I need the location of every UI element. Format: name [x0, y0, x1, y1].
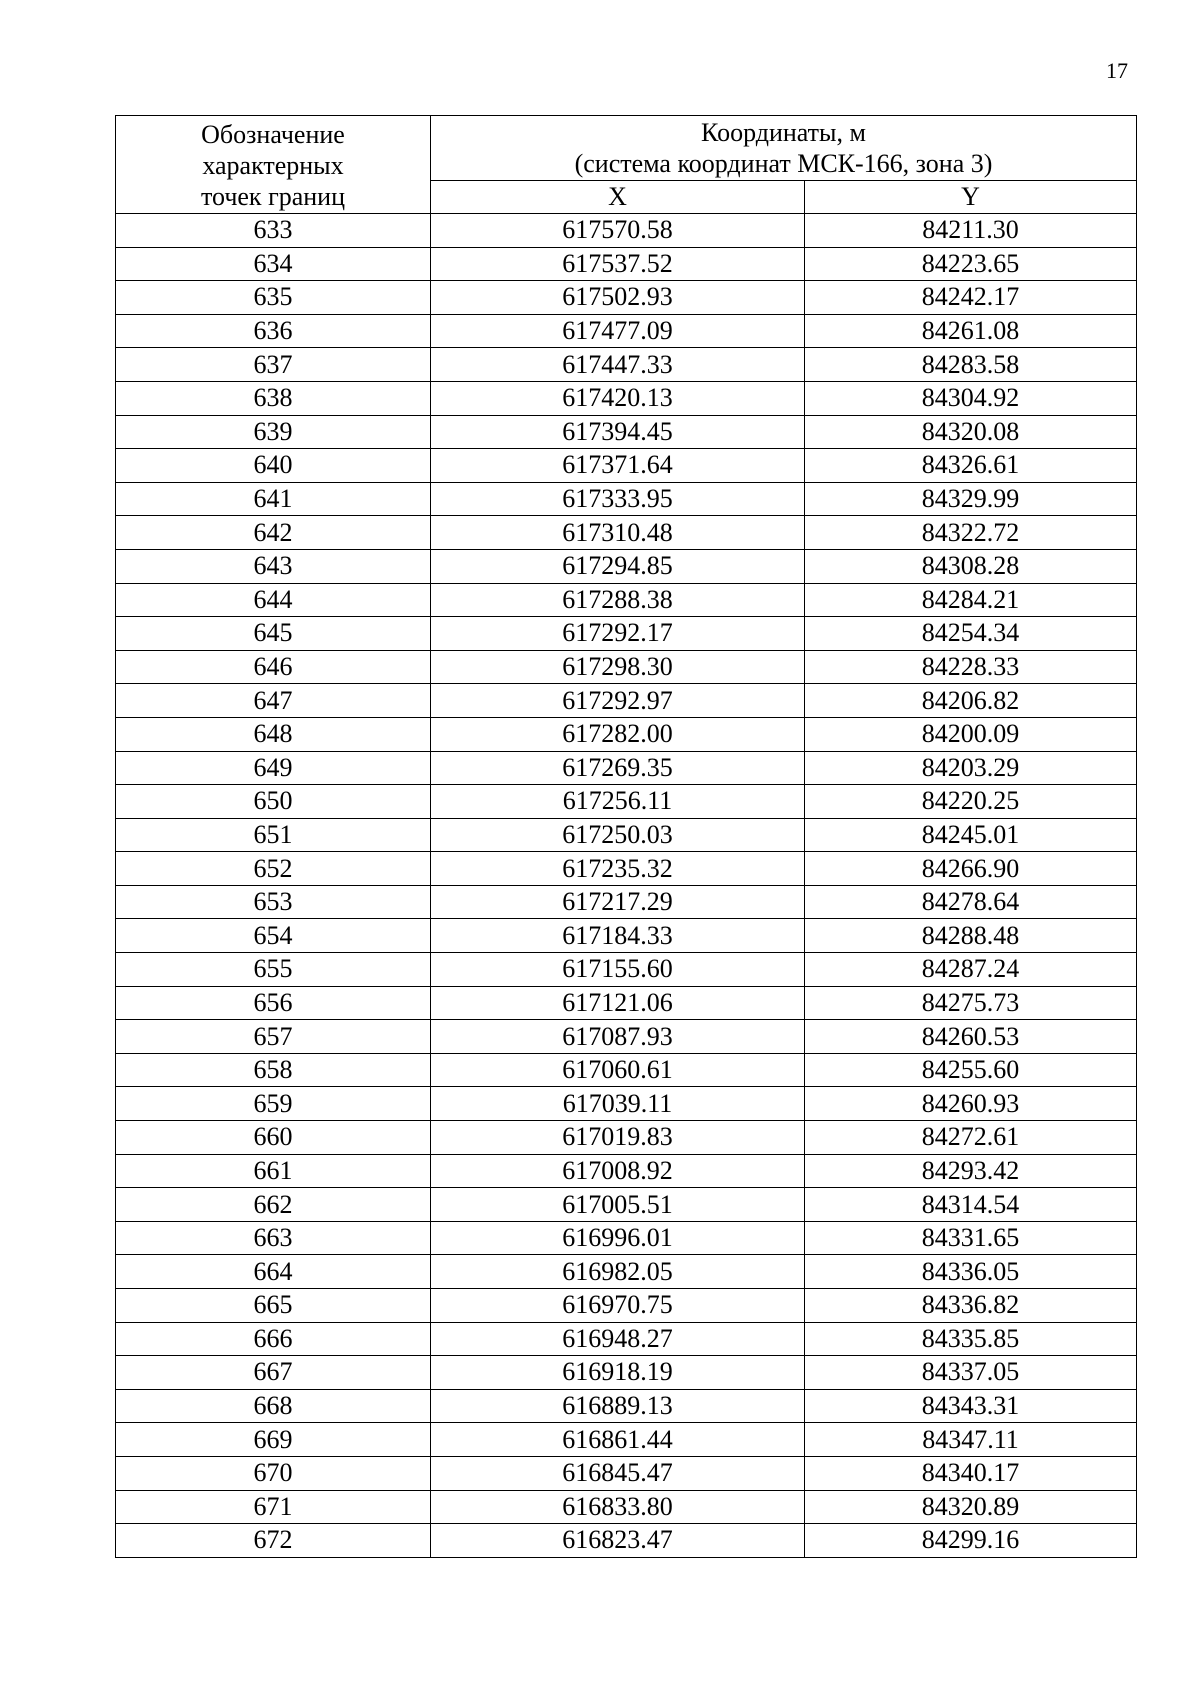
table-row [116, 1020, 1137, 1054]
table-row [116, 1188, 1137, 1222]
x-cell: 617570.58 [431, 214, 805, 248]
y-cell: 84284.21 [805, 583, 1137, 617]
y-cell: 84322.72 [805, 516, 1137, 550]
table-row [116, 1121, 1137, 1155]
point-cell: 659 [116, 1087, 431, 1121]
y-cell: 84304.92 [805, 381, 1137, 415]
point-cell: 652 [116, 852, 431, 886]
x-cell: 617121.06 [431, 986, 805, 1020]
y-cell: 84329.99 [805, 482, 1137, 516]
x-cell: 617184.33 [431, 919, 805, 953]
y-cell: 84220.25 [805, 785, 1137, 819]
point-cell: 649 [116, 751, 431, 785]
y-cell: 84336.82 [805, 1289, 1137, 1323]
x-cell: 617269.35 [431, 751, 805, 785]
table-row [116, 1221, 1137, 1255]
x-cell: 616833.80 [431, 1490, 805, 1524]
table-row [116, 1389, 1137, 1423]
y-cell: 84320.89 [805, 1490, 1137, 1524]
table-row [116, 549, 1137, 583]
x-cell: 617333.95 [431, 482, 805, 516]
page-number: 17 [1106, 58, 1128, 83]
y-cell: 84200.09 [805, 717, 1137, 751]
table-header [116, 116, 1137, 214]
x-cell: 616823.47 [431, 1524, 805, 1558]
y-cell: 84254.34 [805, 617, 1137, 651]
table-row [116, 885, 1137, 919]
y-cell: 84299.16 [805, 1524, 1137, 1558]
table-row [116, 348, 1137, 382]
point-cell: 647 [116, 684, 431, 718]
table-row [116, 314, 1137, 348]
header-coordinates-line-2: (система координат МСК-166, зона 3) [574, 149, 993, 178]
y-cell: 84260.93 [805, 1087, 1137, 1121]
point-cell: 656 [116, 986, 431, 1020]
x-cell: 617537.52 [431, 247, 805, 281]
y-cell: 84308.28 [805, 549, 1137, 583]
x-cell: 617019.83 [431, 1121, 805, 1155]
point-cell: 635 [116, 281, 431, 315]
header-designation-line-2: характерных [202, 151, 344, 180]
point-cell: 639 [116, 415, 431, 449]
point-cell: 644 [116, 583, 431, 617]
x-cell: 617005.51 [431, 1188, 805, 1222]
point-cell: 661 [116, 1154, 431, 1188]
point-cell: 651 [116, 818, 431, 852]
y-cell: 84228.33 [805, 650, 1137, 684]
y-cell: 84326.61 [805, 449, 1137, 483]
y-cell: 84288.48 [805, 919, 1137, 953]
header-y: Y [805, 181, 1137, 214]
x-cell: 617235.32 [431, 852, 805, 886]
x-cell: 617420.13 [431, 381, 805, 415]
point-cell: 643 [116, 549, 431, 583]
y-cell: 84343.31 [805, 1389, 1137, 1423]
table-row [116, 1255, 1137, 1289]
table-row [116, 415, 1137, 449]
point-cell: 646 [116, 650, 431, 684]
y-cell: 84255.60 [805, 1053, 1137, 1087]
x-cell: 616845.47 [431, 1456, 805, 1490]
y-cell: 84337.05 [805, 1356, 1137, 1390]
y-cell: 84266.90 [805, 852, 1137, 886]
x-cell: 617060.61 [431, 1053, 805, 1087]
x-cell: 617502.93 [431, 281, 805, 315]
point-cell: 670 [116, 1456, 431, 1490]
x-cell: 616861.44 [431, 1423, 805, 1457]
table-row [116, 717, 1137, 751]
table-row [116, 751, 1137, 785]
point-cell: 665 [116, 1289, 431, 1323]
header-coordinates [431, 116, 1137, 181]
point-cell: 633 [116, 214, 431, 248]
point-cell: 668 [116, 1389, 431, 1423]
table-row [116, 482, 1137, 516]
x-cell: 617256.11 [431, 785, 805, 819]
y-cell: 84272.61 [805, 1121, 1137, 1155]
x-cell: 617394.45 [431, 415, 805, 449]
point-cell: 657 [116, 1020, 431, 1054]
x-cell: 617447.33 [431, 348, 805, 382]
point-cell: 641 [116, 482, 431, 516]
x-cell: 617292.17 [431, 617, 805, 651]
x-cell: 617039.11 [431, 1087, 805, 1121]
x-cell: 616982.05 [431, 1255, 805, 1289]
table-row [116, 1423, 1137, 1457]
point-cell: 655 [116, 953, 431, 987]
y-cell: 84211.30 [805, 214, 1137, 248]
y-cell: 84260.53 [805, 1020, 1137, 1054]
x-cell: 617217.29 [431, 885, 805, 919]
table-row [116, 785, 1137, 819]
point-cell: 654 [116, 919, 431, 953]
table-row [116, 953, 1137, 987]
y-cell: 84242.17 [805, 281, 1137, 315]
point-cell: 667 [116, 1356, 431, 1390]
header-designation-line-3: точек границ [200, 182, 346, 211]
point-cell: 645 [116, 617, 431, 651]
y-cell: 84223.65 [805, 247, 1137, 281]
point-cell: 634 [116, 247, 431, 281]
x-cell: 617294.85 [431, 549, 805, 583]
point-cell: 637 [116, 348, 431, 382]
table-row [116, 919, 1137, 953]
x-cell: 617282.00 [431, 717, 805, 751]
header-designation-line-1: Обозначение [201, 120, 345, 149]
point-cell: 671 [116, 1490, 431, 1524]
table-row [116, 583, 1137, 617]
point-cell: 658 [116, 1053, 431, 1087]
x-cell: 617288.38 [431, 583, 805, 617]
point-cell: 666 [116, 1322, 431, 1356]
table-row [116, 1087, 1137, 1121]
y-cell: 84347.11 [805, 1423, 1137, 1457]
table-row [116, 1322, 1137, 1356]
table-row [116, 986, 1137, 1020]
table-row [116, 1490, 1137, 1524]
header-designation [116, 116, 431, 214]
y-cell: 84314.54 [805, 1188, 1137, 1222]
x-cell: 617477.09 [431, 314, 805, 348]
x-cell: 617292.97 [431, 684, 805, 718]
table-row [116, 617, 1137, 651]
table-row [116, 684, 1137, 718]
header-coordinates-line-1: Координаты, м [701, 118, 866, 147]
y-cell: 84283.58 [805, 348, 1137, 382]
y-cell: 84206.82 [805, 684, 1137, 718]
point-cell: 663 [116, 1221, 431, 1255]
table-row [116, 1356, 1137, 1390]
point-cell: 648 [116, 717, 431, 751]
x-cell: 616889.13 [431, 1389, 805, 1423]
point-cell: 642 [116, 516, 431, 550]
point-cell: 650 [116, 785, 431, 819]
point-cell: 662 [116, 1188, 431, 1222]
table-row [116, 1456, 1137, 1490]
point-cell: 636 [116, 314, 431, 348]
point-cell: 664 [116, 1255, 431, 1289]
x-cell: 616970.75 [431, 1289, 805, 1323]
table-row [116, 1289, 1137, 1323]
table-row [116, 381, 1137, 415]
table-row [116, 1053, 1137, 1087]
y-cell: 84320.08 [805, 415, 1137, 449]
x-cell: 616918.19 [431, 1356, 805, 1390]
x-cell: 617371.64 [431, 449, 805, 483]
coordinates-table [115, 115, 1137, 1558]
table-row [116, 818, 1137, 852]
table-row [116, 449, 1137, 483]
point-cell: 638 [116, 381, 431, 415]
y-cell: 84287.24 [805, 953, 1137, 987]
point-cell: 660 [116, 1121, 431, 1155]
table-row [116, 852, 1137, 886]
x-cell: 616948.27 [431, 1322, 805, 1356]
y-cell: 84278.64 [805, 885, 1137, 919]
y-cell: 84335.85 [805, 1322, 1137, 1356]
point-cell: 672 [116, 1524, 431, 1558]
x-cell: 617155.60 [431, 953, 805, 987]
x-cell: 617298.30 [431, 650, 805, 684]
point-cell: 640 [116, 449, 431, 483]
table-row [116, 516, 1137, 550]
y-cell: 84261.08 [805, 314, 1137, 348]
table-row [116, 214, 1137, 248]
table-row [116, 650, 1137, 684]
header-x: X [431, 181, 805, 214]
table-row [116, 1524, 1137, 1558]
y-cell: 84245.01 [805, 818, 1137, 852]
y-cell: 84336.05 [805, 1255, 1137, 1289]
table-row [116, 1154, 1137, 1188]
y-cell: 84331.65 [805, 1221, 1137, 1255]
y-cell: 84203.29 [805, 751, 1137, 785]
table-body [116, 214, 1137, 1558]
x-cell: 617250.03 [431, 818, 805, 852]
x-cell: 617310.48 [431, 516, 805, 550]
point-cell: 669 [116, 1423, 431, 1457]
y-cell: 84340.17 [805, 1456, 1137, 1490]
x-cell: 616996.01 [431, 1221, 805, 1255]
y-cell: 84275.73 [805, 986, 1137, 1020]
x-cell: 617087.93 [431, 1020, 805, 1054]
table-row [116, 281, 1137, 315]
y-cell: 84293.42 [805, 1154, 1137, 1188]
table-row [116, 247, 1137, 281]
x-cell: 617008.92 [431, 1154, 805, 1188]
point-cell: 653 [116, 885, 431, 919]
